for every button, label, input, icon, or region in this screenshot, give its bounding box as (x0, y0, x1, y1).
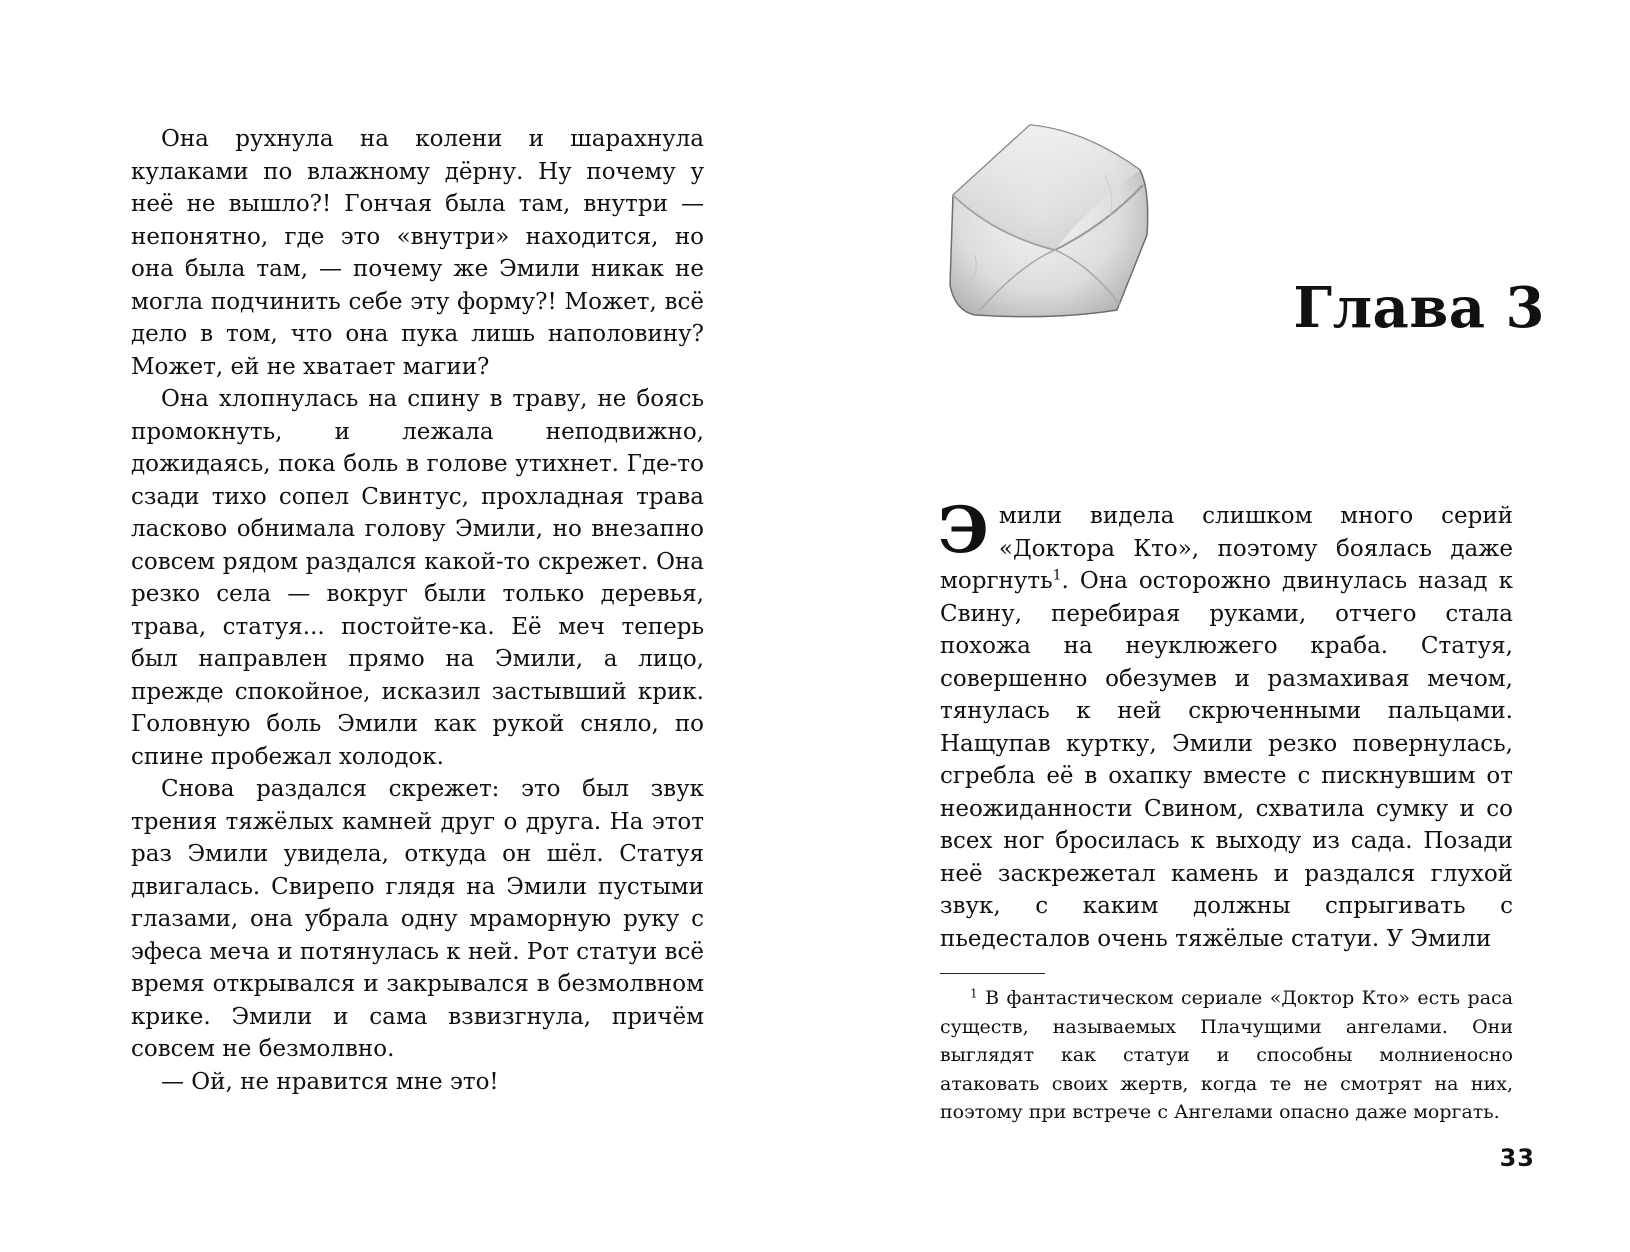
chapter-title: Глава 3 (1293, 275, 1545, 341)
left-paragraph-4: — Ой, не нравится мне это! (161, 1068, 499, 1095)
opening-text-rest: . Она осторожно двинулась назад к Свину, перебирая руками, отчего стала похожа на неуклюжего краба. Статуя, совершенно обезумев и размахивая мечом, тянулась к ней скрюченными пальцами. Нащупав куртку, Эмили резко повернулась, сгребла её в охапку вместе с пискнувшим от неожиданности Свином, схватила сумку и со всех ног бросилась к выходу из сада. Позади неё заскрежетал камень и раздался глухой звук, с каким должны спрыгивать с пьедесталов очень тяжёлые статуи. У Эмили (940, 568, 1513, 952)
footnote-text: В фантастическом сериале «Доктор Кто» есть раса существ, называемых Плачущими ангелами. Они выглядят как статуи и способны молниеносно атаковать своих жертв, когда те не смотрят на них, поэтому при встрече с Ангелами опасно даже моргать. (940, 987, 1513, 1123)
footnote-reference[interactable]: 1 (1052, 567, 1062, 584)
left-paragraph-1: Она рухнула на колени и шарахнула кулаками по влажному дёрну. Ну почему у неё не вышло?! Гончая была там, внутри — непонятно, где это «внутри» находится, но она была там, — почему же Эмили никак не могла подчинить себе эту форму?! Может, всё дело в том, что она пука лишь наполовину? Может, ей не хватает магии? (131, 126, 704, 380)
left-paragraph-2: Она хлопнулась на спину в траву, не боясь промокнуть, и лежала неподвижно, дожидаясь, пока боль в голове утихнет. Где-то сзади тихо сопел Свинтус, прохладная трава ласково обнимала голову Эмили, но внезапно совсем рядом раздался какой-то скрежет. Она резко села — вокруг были только деревья, трава, статуя... постойте-ка. Её меч теперь был направлен прямо на Эмили, а лицо, прежде спокойное, исказил застывший крик. Головную боль Эмили как рукой сняло, по спине пробежал холодок. (131, 386, 704, 770)
right-text-column (938, 493, 1513, 1127)
page-number: 33 (1499, 1144, 1535, 1172)
chapter-opening-paragraph (938, 493, 1513, 955)
footnote-marker: 1 (970, 986, 978, 1001)
left-text-column (131, 123, 704, 1098)
left-paragraph-3: Снова раздался скрежет: это был звук трения тяжёлых камней друг о друга. На этот раз Эмили увидела, откуда он шёл. Статуя двигалась. Свирепо глядя на Эмили пустыми глазами, она убрала одну мраморную руку с эфеса меча и потянулась к ней. Рот статуи всё время открывался и закрывался в безмолвном крике. Эмили и сама взвизгнула, причём совсем не безмолвно. (131, 776, 704, 1062)
opening-text-start: мили видела слишком много серий «Доктора Кто», поэтому боялась даже моргнуть (940, 503, 1513, 594)
envelope-illustration (935, 115, 1165, 335)
footnote-divider (940, 973, 1045, 974)
drop-cap: Э (938, 493, 989, 568)
footnote (940, 984, 1513, 1127)
right-page (815, 0, 1630, 1252)
